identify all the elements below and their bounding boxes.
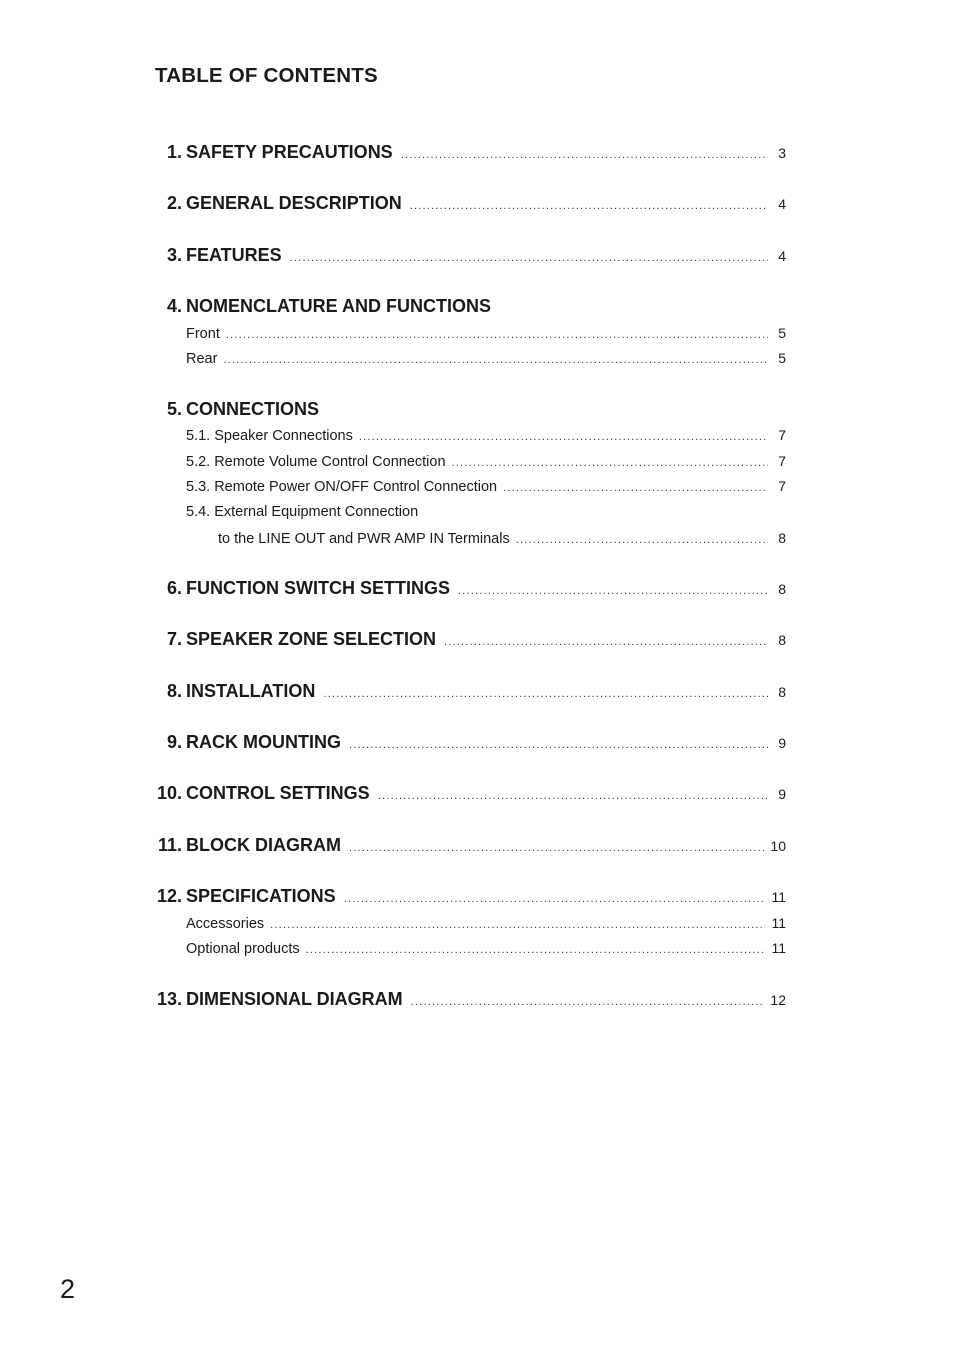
dot-leader — [270, 920, 765, 931]
toc-entry-title: RACK MOUNTING — [186, 732, 341, 752]
toc-page-number: 8 — [778, 530, 786, 546]
toc-entry-title: GENERAL DESCRIPTION — [186, 193, 402, 213]
toc-entry-block-diagram[interactable] — [0, 835, 954, 859]
toc-page-number: 4 — [778, 248, 786, 264]
toc-entry-number: 1. — [166, 142, 182, 162]
toc-entry-title: INSTALLATION — [186, 681, 316, 701]
dot-leader — [503, 483, 768, 494]
toc-subentry-title: Rear — [186, 351, 218, 367]
toc-entry-control-settings[interactable] — [0, 783, 954, 807]
toc-subentry-line-out[interactable] — [0, 530, 954, 554]
dot-leader — [226, 330, 768, 341]
toc-entry-title: CONTROL SETTINGS — [186, 783, 370, 803]
toc-entry-title: FUNCTION SWITCH SETTINGS — [186, 578, 450, 598]
toc-subentry-title: 5.2. Remote Volume Control Connection — [186, 454, 446, 470]
toc-entry-dimensional-diagram[interactable] — [0, 989, 954, 1013]
toc-entry-title: SAFETY PRECAUTIONS — [186, 142, 393, 162]
dot-leader — [378, 791, 768, 802]
toc-entry-installation[interactable] — [0, 681, 954, 705]
toc-subentry-rear[interactable] — [0, 350, 954, 374]
dot-leader — [411, 997, 765, 1008]
toc-subentry-speaker-connections[interactable] — [0, 427, 954, 451]
toc-entry-number: 11. — [157, 835, 182, 855]
toc-subentry-external-equipment[interactable] — [0, 504, 954, 528]
dot-leader — [323, 689, 768, 700]
toc-entry-rack-mounting[interactable] — [0, 732, 954, 756]
toc-entry-title: BLOCK DIAGRAM — [186, 835, 341, 855]
dot-leader — [410, 201, 768, 212]
toc-entry-title: CONNECTIONS — [186, 399, 320, 419]
dot-leader — [223, 355, 768, 366]
toc-page-number: 4 — [778, 196, 786, 212]
toc-subentry-optional-products[interactable] — [0, 940, 954, 964]
toc-entry-title: DIMENSIONAL DIAGRAM — [186, 989, 403, 1009]
toc-entry-number: 8. — [166, 681, 182, 701]
footer-page-number: 2 — [60, 1274, 76, 1304]
toc-entry-number: 13. — [156, 989, 182, 1009]
toc-subentry-title: 5.3. Remote Power ON/OFF Control Connection — [186, 479, 498, 495]
toc-subentry-remote-volume[interactable] — [0, 453, 954, 477]
toc-page-number: 5 — [778, 325, 786, 341]
toc-page-number: 10 — [770, 838, 786, 854]
toc-page-number: 12 — [770, 992, 786, 1008]
toc-entry-number: 3. — [166, 245, 182, 265]
toc-entry-connections[interactable] — [0, 399, 954, 423]
dot-leader — [306, 945, 766, 956]
dot-leader — [344, 894, 766, 905]
dot-leader — [444, 637, 768, 648]
toc-subentry-accessories[interactable] — [0, 915, 954, 939]
dot-leader — [359, 432, 768, 443]
toc-page-number: 9 — [778, 786, 786, 802]
toc-page-number: 5 — [778, 350, 786, 366]
toc-entry-number: 6. — [166, 578, 182, 598]
toc-page-number: 11 — [771, 889, 786, 905]
toc-entry-title: FEATURES — [186, 245, 282, 265]
toc-entry-specifications[interactable] — [0, 886, 954, 910]
toc-page-number: 11 — [771, 915, 786, 931]
toc-entry-number: 5. — [166, 399, 182, 419]
toc-subentry-title: 5.4. External Equipment Connection — [186, 504, 419, 520]
toc-page-number: 8 — [778, 684, 786, 700]
toc-entry-function-switch[interactable] — [0, 578, 954, 602]
dot-leader — [458, 586, 768, 597]
toc-entry-speaker-zone[interactable] — [0, 629, 954, 653]
toc-entry-title: SPECIFICATIONS — [186, 886, 336, 906]
page-title: TABLE OF CONTENTS — [155, 64, 378, 87]
toc-entry-general-description[interactable] — [0, 193, 954, 217]
toc-page-number: 8 — [778, 632, 786, 648]
toc-subentry-title: to the LINE OUT and PWR AMP IN Terminals — [218, 531, 510, 547]
toc-entry-number: 4. — [166, 296, 182, 316]
toc-subentry-front[interactable] — [0, 325, 954, 349]
toc-entry-number: 10. — [156, 783, 182, 803]
dot-leader — [516, 535, 768, 546]
toc-page-number: 9 — [778, 735, 786, 751]
toc-entry-number: 12. — [156, 886, 182, 906]
toc-entry-title: NOMENCLATURE AND FUNCTIONS — [186, 296, 491, 316]
toc-subentry-title: 5.1. Speaker Connections — [186, 428, 353, 444]
toc-page-number: 11 — [771, 940, 786, 956]
toc-entry-number: 9. — [166, 732, 182, 752]
toc-page-number: 8 — [778, 581, 786, 597]
toc-entry-title: SPEAKER ZONE SELECTION — [186, 629, 437, 649]
dot-leader — [290, 253, 768, 264]
toc-subentry-title: Front — [186, 326, 220, 342]
dot-leader — [452, 458, 768, 469]
toc-subentry-title: Optional products — [186, 941, 300, 957]
toc-page-number: 3 — [778, 145, 786, 161]
toc-subentry-remote-power[interactable] — [0, 478, 954, 502]
toc-entry-safety-precautions[interactable] — [0, 142, 954, 166]
dot-leader — [349, 843, 764, 854]
dot-leader — [349, 740, 768, 751]
toc-entry-number: 2. — [166, 193, 182, 213]
toc-page-number: 7 — [778, 453, 786, 469]
toc-entry-nomenclature[interactable] — [0, 296, 954, 320]
toc-subentry-title: Accessories — [186, 916, 265, 932]
toc-page-number: 7 — [778, 478, 786, 494]
toc-page-number: 7 — [778, 427, 786, 443]
dot-leader — [401, 150, 768, 161]
toc-entry-features[interactable] — [0, 245, 954, 269]
toc-entry-number: 7. — [166, 629, 182, 649]
